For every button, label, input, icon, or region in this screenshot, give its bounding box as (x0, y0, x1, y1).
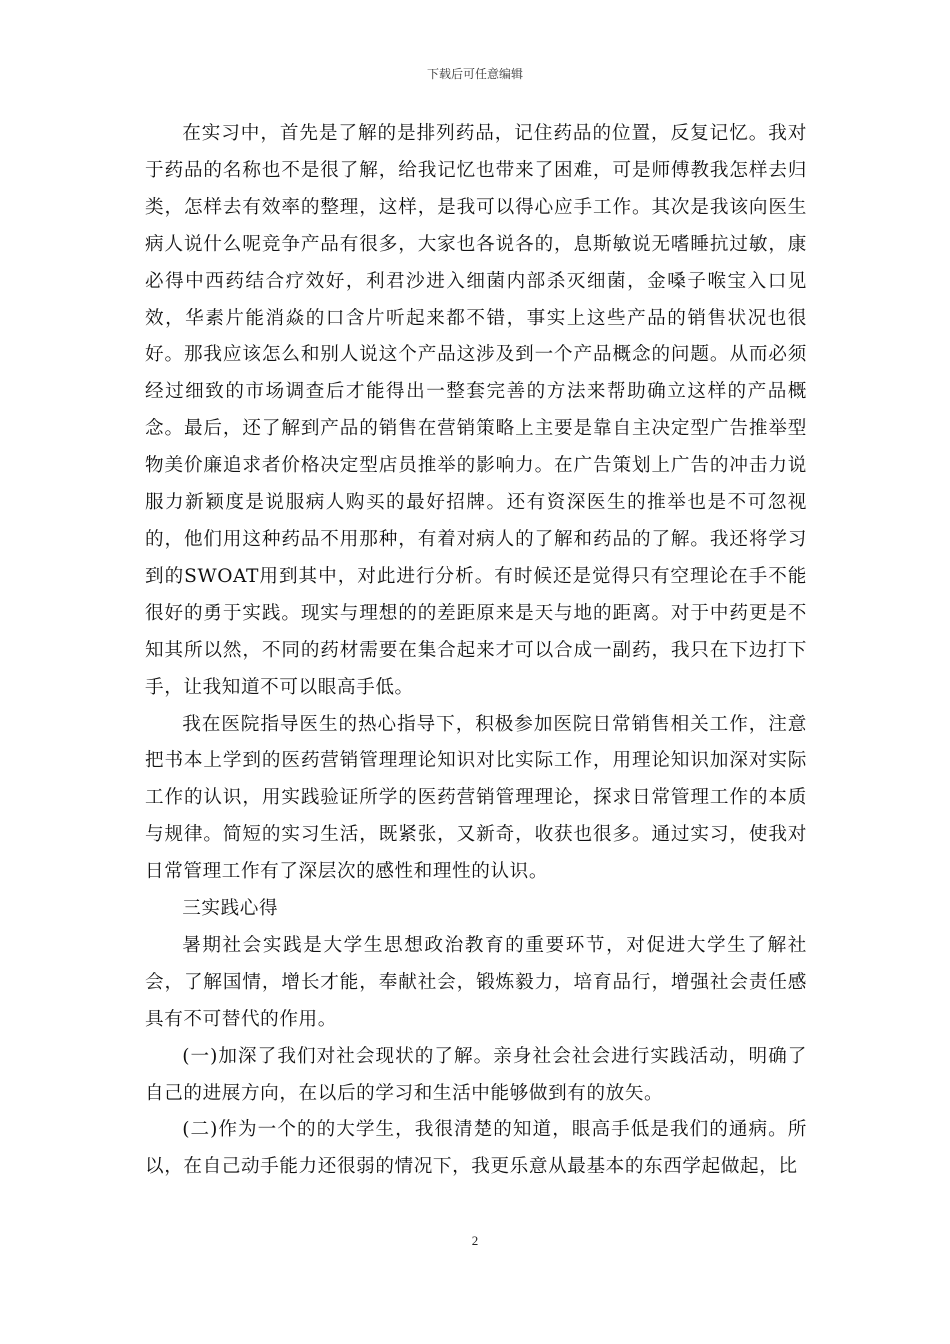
document-body (145, 116, 807, 1186)
paragraph-summer-practice: 暑期社会实践是大学生思想政治教育的重要环节，对促进大学生了解社会，了解国情，增长才能，奉献社会，锻炼毅力，培育品行，增强社会责任感具有不可替代的作用。 (145, 934, 807, 1030)
paragraph-hospital-guidance: 我在医院指导医生的热心指导下，积极参加医院日常销售相关工作，注意把书本上学到的医药营销管理理论知识对比实际工作，用理论知识加深对实际工作的认识，用实践验证所学的医药营销管理理论，探求日常管理工作的本质与规律。简短的实习生活，既紧张，又新奇，收获也很多。通过实习，使我对日常管理工作有了深层次的感性和理性的认识。 (145, 713, 807, 883)
page-number: 2 (471, 1233, 479, 1248)
section-heading: 三实践心得 (182, 898, 279, 920)
paragraph-point-one: (一)加深了我们对社会现状的了解。亲身社会社会进行实践活动，明确了自己的进展方向，在以后的学习和生活中能够做到有的放矢。 (145, 1045, 807, 1104)
paragraph-internship-drugs: 在实习中，首先是了解的是排列药品，记住药品的位置，反复记忆。我对于药品的名称也不是很了解，给我记忆也带来了困难，可是师傅教我怎样去归类，怎样去有效率的整理，这样，是我可以得心应手工作。其次是我该向医生病人说什么呢竞争产品有很多，大家也各说各的，息斯敏说无嗜睡抗过敏，康必得中西药结合疗效好，利君沙进入细菌内部杀灭细菌，金嗓子喉宝入口见效，华素片能消焱的口含片听起来都不错，事实上这些产品的销售状况也很好。那我应该怎么和别人说这个产品这涉及到一个产品概念的问题。从而必须经过细致的市场调查后才能得出一整套完善的方法来帮助确立这样的产品概念。最后，还了解到产品的销售在营销策略上主要是靠自主决定型广告推举型物美价廉追求者价格决定型店员推举的影响力。在广告策划上广告的冲击力说服力新颖度是说服病人购买的最好招牌。还有资深医生的推举也是不可忽视的，他们用这种药品不用那种，有着对病人的了解和药品的了解。我还将学习到的SWOAT用到其中，对此进行分析。有时候还是觉得只有空理论在手不能很好的勇于实践。现实与理想的的差距原来是天与地的距离。对于中药更是不知其所以然，不同的药材需要在集合起来才可以合成一副药，我只在下边打下手，让我知道不可以眼高手低。 (145, 123, 807, 698)
paragraph-point-two: (二)作为一个的的大学生，我很清楚的知道，眼高手低是我们的通病。所以，在自己动手能力还很弱的情况下，我更乐意从最基本的东西学起做起，比 (145, 1119, 807, 1178)
page-header: 下载后可任意编辑 (426, 67, 523, 81)
